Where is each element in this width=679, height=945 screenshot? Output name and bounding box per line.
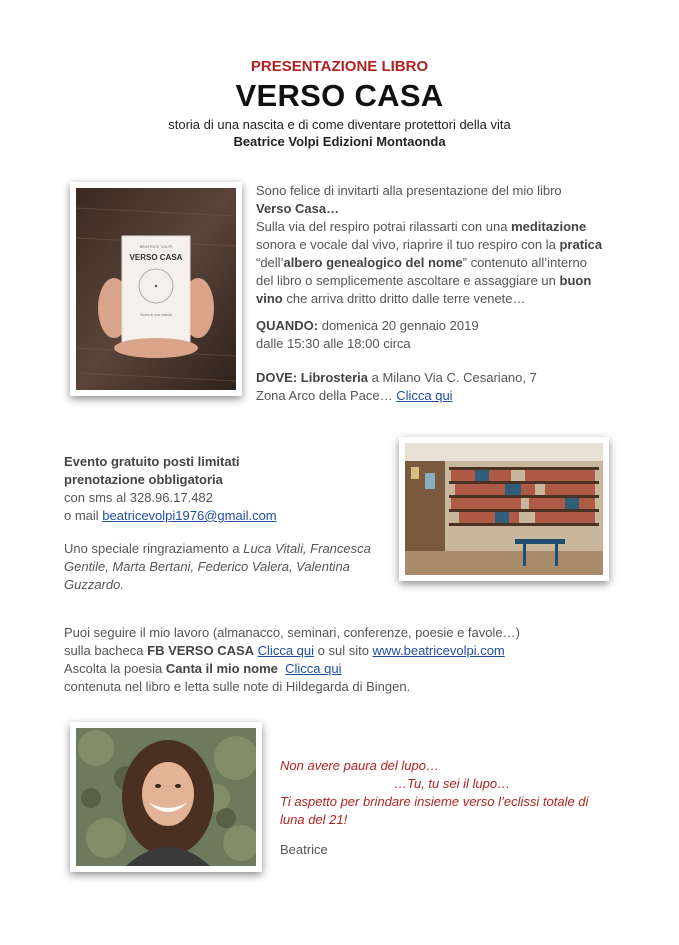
intro-text: “dell’	[256, 255, 284, 270]
bookshop-photo-image	[405, 443, 603, 575]
when-date-text: domenica 20 gennaio 2019	[318, 318, 479, 333]
follow-line: Puoi seguire il mio lavoro (almanacco, seminari, conferenze, poesie e favole…)	[64, 625, 520, 640]
when-time: dalle 15:30 alle 18:00 circa	[256, 336, 411, 351]
intro-text: Sulla via del respiro potrai rilassarti con una	[256, 219, 512, 234]
email-link[interactable]: beatricevolpi1976@gmail.com	[102, 508, 277, 523]
booking-mail	[64, 507, 384, 525]
follow-text: sulla bacheca	[64, 643, 148, 658]
where-label: DOVE:	[256, 370, 298, 385]
poem-link[interactable]: Clicca qui	[285, 661, 342, 676]
intro-line	[256, 272, 636, 290]
where-address	[256, 369, 636, 387]
intro-line	[256, 290, 636, 308]
intro-text: ” contenuto all’interno	[462, 255, 587, 270]
when-block	[256, 317, 636, 353]
byline-text: Beatrice Volpi Edizioni Montaonda	[233, 134, 446, 149]
where-zone	[256, 387, 636, 405]
intro-book-title	[256, 200, 636, 218]
thanks-names: Guzzardo.	[64, 577, 124, 592]
follow-line: contenuta nel libro e letta sulle note di Hildegarda di Bingen.	[64, 679, 411, 694]
booking-line1: Evento gratuito posti limitati	[64, 454, 240, 469]
address-text: a Milano Via C. Cesariano, 7	[367, 370, 537, 385]
intro-line: Sono felice di invitarti alla presentazione del mio libro	[256, 183, 562, 198]
intro-bold: buon	[559, 273, 592, 288]
fb-page-name: FB VERSO CASA	[147, 643, 255, 658]
intro-bold: meditazione	[511, 219, 587, 234]
intro-block	[256, 182, 636, 308]
mail-prefix: o mail	[64, 508, 103, 523]
intro-text: del libro o semplicemente ascoltare e assaggiare un	[256, 273, 560, 288]
intro-bold: albero genealogico del nome	[283, 255, 463, 270]
thanks-names: Luca Vitali, Francesca	[243, 541, 371, 556]
book-caption-text: Storia di una nascita	[140, 313, 172, 317]
follow-block	[64, 624, 624, 696]
venue-name: Librosteria	[300, 370, 368, 385]
follow-line	[64, 660, 624, 678]
signature: Beatrice	[280, 842, 328, 857]
fb-link[interactable]: Clicca qui	[257, 643, 315, 658]
book-title-text: VERSO CASA	[129, 253, 183, 262]
map-link[interactable]: Clicca qui	[396, 388, 453, 403]
thanks-block	[64, 540, 394, 594]
follow-text: o sul sito	[314, 643, 373, 658]
book-photo	[70, 182, 242, 396]
page-title: VERSO CASA	[235, 78, 444, 113]
intro-bold: vino	[256, 291, 283, 306]
intro-line	[256, 218, 636, 236]
booking-title	[64, 453, 384, 471]
intro-text: che arriva dritto dritto dalle terre venete…	[282, 291, 526, 306]
booking-subtitle	[64, 471, 384, 489]
event-kicker: PRESENTAZIONE LIBRO	[250, 58, 429, 75]
subtitle: storia di una nascita e di come diventare protettori della vita	[168, 117, 511, 132]
thanks-line	[64, 540, 394, 558]
closing-line-2: …Tu, tu sei il lupo…	[394, 776, 511, 791]
intro-book-title-text: Verso Casa…	[256, 201, 340, 216]
author-photo-image	[76, 728, 256, 866]
website-link[interactable]: www.beatricevolpi.com	[372, 643, 505, 658]
closing-line-3: Ti aspetto per brindare insieme verso l’eclissi totale di	[280, 794, 589, 809]
intro-line	[256, 236, 636, 254]
author-photo	[70, 722, 262, 872]
booking-block	[64, 453, 384, 525]
booking-sms: con sms al 328.96.17.482	[64, 490, 213, 505]
byline	[0, 134, 679, 149]
bookshop-photo	[399, 437, 609, 581]
intro-text: sonora e vocale dal vivo, riaprire il tuo respiro con la	[256, 237, 560, 252]
thanks-prefix: Uno speciale ringraziamento a	[64, 541, 244, 556]
zone-text: Zona Arco della Pace…	[256, 388, 397, 403]
when-label: QUANDO:	[256, 318, 319, 333]
follow-line	[64, 642, 624, 660]
booking-line2: prenotazione obbligatoria	[64, 472, 223, 487]
book-author-text: BEATRICE VOLPI	[139, 244, 173, 249]
thanks-names: Gentile, Marta Bertani, Federico Valera, Valentina	[64, 559, 350, 574]
closing-line-1: Non avere paura del lupo…	[280, 758, 439, 773]
poem-title: Canta il mio nome	[165, 661, 278, 676]
intro-line	[256, 254, 636, 272]
closing-line-4: luna del 21!	[280, 812, 348, 827]
intro-bold: pratica	[559, 237, 603, 252]
book-photo-image	[76, 188, 236, 390]
when-date	[256, 317, 636, 335]
where-block	[256, 369, 636, 405]
follow-text: Ascolta la poesia	[64, 661, 166, 676]
